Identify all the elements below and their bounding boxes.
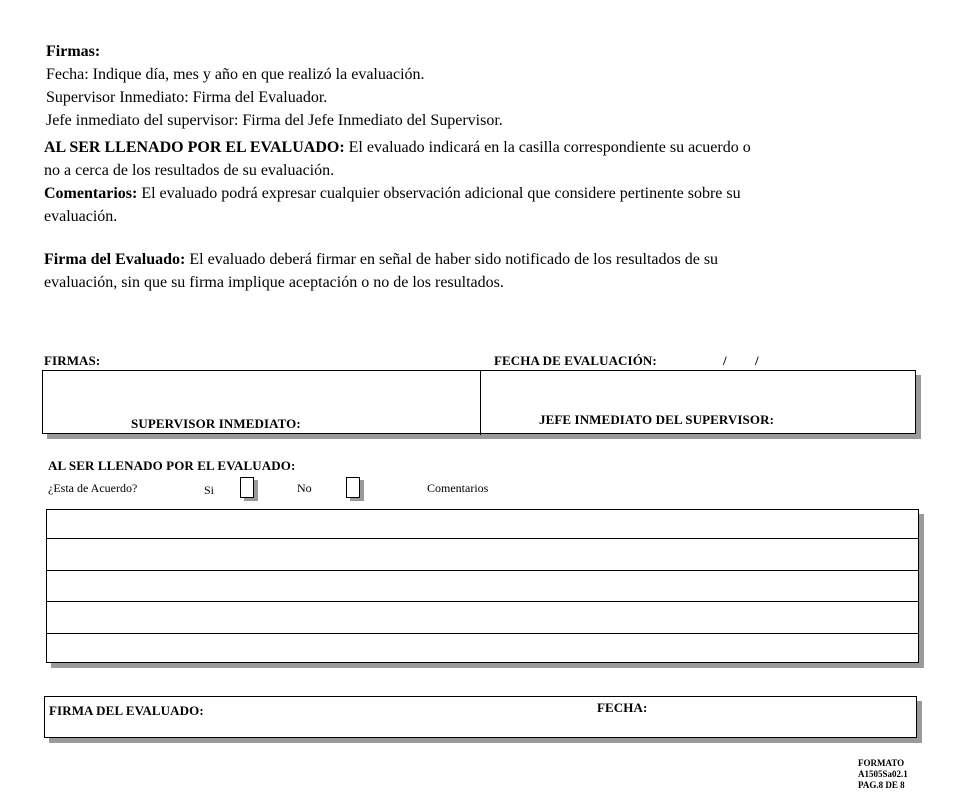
acuerdo-question: ¿Esta de Acuerdo?: [48, 481, 138, 495]
firmas-heading: Firmas:: [46, 43, 101, 60]
firma-evaluado-label: Firma del Evaluado:: [44, 251, 186, 268]
firmas-label: FIRMAS:: [44, 353, 101, 368]
firma-text-a: El evaluado deberá firmar en señal de haber sido notificado de los resultados de su: [185, 251, 719, 268]
instruction-comentarios: [44, 182, 924, 205]
date-separator-1: /: [723, 353, 727, 368]
firma-fecha-label: FECHA:: [597, 700, 648, 715]
instruction-fecha: Fecha: Indique día, mes y año en que realizó la evaluación.: [46, 66, 425, 83]
date-separator-2: /: [755, 353, 759, 368]
supervisor-label: SUPERVISOR INMEDIATO:: [131, 416, 301, 431]
comentarios-text-a: El evaluado podrá expresar cualquier observación adicional que considere pertinente sobre su: [137, 185, 741, 202]
comentarios-text-b: evaluación.: [44, 208, 118, 225]
evaluado-heading: AL SER LLENADO POR EL EVALUADO:: [48, 458, 296, 473]
fecha-evaluacion-label: FECHA DE EVALUACIÓN:: [494, 353, 657, 368]
comentarios-field-label: Comentarios: [427, 481, 489, 495]
instruction-firma-evaluado: [44, 248, 924, 271]
instruction-supervisor: Supervisor Inmediato: Firma del Evaluador.: [46, 89, 328, 106]
firma-text-b: evaluación, sin que su firma implique aceptación o no de los resultados.: [44, 274, 504, 291]
footer-line-3: PAG.8 DE 8: [858, 780, 905, 790]
comment-row-divider: [47, 601, 918, 602]
comment-row-divider: [47, 633, 918, 634]
llenado-text-b: no a cerca de los resultados de su evaluación.: [44, 162, 335, 179]
si-label: Si: [204, 483, 215, 497]
footer-formato: [858, 758, 908, 791]
comment-row-divider: [47, 538, 918, 539]
comments-box[interactable]: [46, 509, 919, 663]
llenado-text-a: El evaluado indicará en la casilla correspondiente su acuerdo o: [344, 139, 751, 156]
no-checkbox[interactable]: [346, 477, 360, 498]
firma-evaluado-box[interactable]: [44, 696, 917, 738]
comentarios-label: Comentarios:: [44, 185, 138, 202]
footer-line-1: FORMATO: [858, 758, 905, 768]
llenado-label: AL SER LLENADO POR EL EVALUADO:: [44, 139, 345, 156]
jefe-label: JEFE INMEDIATO DEL SUPERVISOR:: [539, 412, 775, 427]
firma-evaluado-field-label: FIRMA DEL EVALUADO:: [49, 703, 204, 718]
no-label: No: [297, 481, 312, 495]
instruction-llenado: [44, 136, 924, 159]
comment-row-divider: [47, 570, 918, 571]
instruction-jefe: Jefe inmediato del supervisor: Firma del Jefe Inmediato del Supervisor.: [46, 112, 503, 129]
signature-box: [42, 370, 916, 434]
si-checkbox[interactable]: [240, 477, 254, 498]
footer-line-2: A1505Sa02.1: [858, 769, 908, 779]
